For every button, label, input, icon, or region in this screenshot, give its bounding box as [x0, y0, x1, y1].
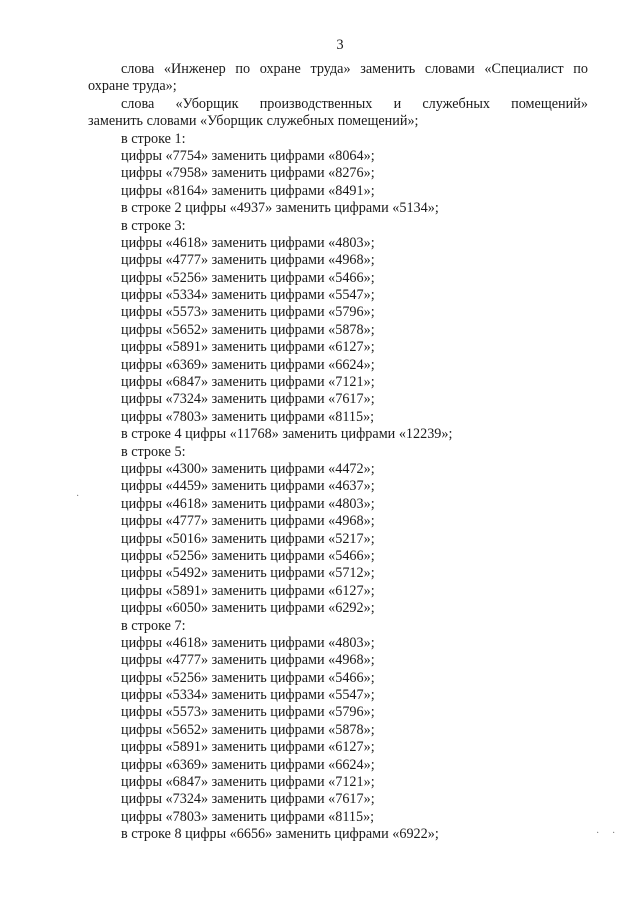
- amendment-line: в строке 1:: [121, 130, 186, 147]
- amendment-line: цифры «5492» заменить цифрами «5712»;: [121, 565, 375, 582]
- word: и: [393, 95, 402, 112]
- amendment-line: цифры «4459» заменить цифрами «4637»;: [121, 478, 375, 495]
- amendment-line: цифры «5652» заменить цифрами «5878»;: [121, 721, 375, 738]
- scan-speck: ·: [596, 828, 600, 839]
- amendment-line: цифры «5334» заменить цифрами «5547»;: [121, 687, 375, 704]
- amendment-line: цифры «5334» заменить цифрами «5547»;: [121, 287, 375, 304]
- scan-speck: ·: [612, 828, 616, 839]
- amendment-line: цифры «5256» заменить цифрами «5466»;: [121, 269, 375, 286]
- amendment-line: цифры «5891» заменить цифрами «6127»;: [121, 582, 375, 599]
- amendment-line: цифры «7754» заменить цифрами «8064»;: [121, 147, 375, 164]
- amendment-line: в строке 5:: [121, 443, 186, 460]
- intro-paragraphs: [88, 61, 588, 131]
- document-body: [88, 61, 588, 844]
- amendment-line: цифры «8164» заменить цифрами «8491»;: [121, 182, 375, 199]
- word: слова: [121, 61, 155, 77]
- amendment-line: цифры «4618» заменить цифрами «4803»;: [121, 634, 375, 651]
- amendment-line: цифры «7324» заменить цифрами «7617»;: [121, 791, 375, 808]
- word: по: [235, 61, 251, 77]
- word: «Специалист: [484, 61, 564, 77]
- amendment-line: цифры «4777» заменить цифрами «4968»;: [121, 252, 375, 269]
- amendment-line: цифры «5891» заменить цифрами «6127»;: [121, 339, 375, 356]
- amendment-line: цифры «6369» заменить цифрами «6624»;: [121, 356, 375, 373]
- amendment-line: цифры «5652» заменить цифрами «5878»;: [121, 321, 375, 338]
- word: «Уборщик: [175, 95, 239, 112]
- amendment-line: цифры «7324» заменить цифрами «7617»;: [121, 391, 375, 408]
- amendment-line: цифры «6847» заменить цифрами «7121»;: [121, 374, 375, 391]
- amendment-line: цифры «5573» заменить цифрами «5796»;: [121, 704, 375, 721]
- word: словами: [424, 61, 475, 77]
- page-number: 3: [336, 37, 344, 53]
- amendment-line: цифры «5256» заменить цифрами «5466»;: [121, 547, 375, 564]
- word: по: [573, 61, 588, 77]
- amendment-line: в строке 7:: [121, 617, 186, 634]
- amendment-list: [88, 131, 588, 844]
- amendment-line: цифры «7803» заменить цифрами «8115»;: [121, 808, 375, 825]
- amendment-line: цифры «5016» заменить цифрами «5217»;: [121, 530, 375, 547]
- word: слова: [121, 95, 155, 112]
- amendment-line: цифры «7803» заменить цифрами «8115»;: [121, 408, 375, 425]
- amendment-line: цифры «6050» заменить цифрами «6292»;: [121, 600, 375, 617]
- amendment-line: цифры «5573» заменить цифрами «5796»;: [121, 304, 375, 321]
- amendment-line: цифры «6369» заменить цифрами «6624»;: [121, 756, 375, 773]
- amendment-line: цифры «6847» заменить цифрами «7121»;: [121, 774, 375, 791]
- word: производственных: [259, 95, 373, 112]
- amendment-line: цифры «4618» заменить цифрами «4803»;: [121, 234, 375, 251]
- amendment-line: в строке 8 цифры «6656» заменить цифрами «6922»;: [121, 826, 439, 843]
- scan-speck: ·: [76, 491, 80, 502]
- word: охране: [259, 61, 301, 77]
- amendment-line: цифры «4618» заменить цифрами «4803»;: [121, 495, 375, 512]
- amendment-line: в строке 2 цифры «4937» заменить цифрами «5134»;: [121, 200, 439, 217]
- amendment-line: цифры «5891» заменить цифрами «6127»;: [121, 739, 375, 756]
- word: «Инженер: [163, 61, 226, 77]
- amendment-line: в строке 3:: [121, 217, 186, 234]
- amendment-line: цифры «4300» заменить цифрами «4472»;: [121, 460, 375, 477]
- amendment-line: в строке 4 цифры «11768» заменить цифрами «12239»;: [121, 426, 453, 443]
- paragraph-line: [88, 96, 588, 113]
- amendment-line: цифры «7958» заменить цифрами «8276»;: [121, 165, 375, 182]
- paragraph-line: заменить словами «Уборщик служебных помещений»;: [88, 113, 419, 130]
- word: помещений»: [511, 95, 588, 112]
- amendment-line: цифры «4777» заменить цифрами «4968»;: [121, 513, 375, 530]
- paragraph-line: [88, 61, 588, 78]
- word: служебных: [422, 95, 490, 112]
- amendment-line: цифры «5256» заменить цифрами «5466»;: [121, 669, 375, 686]
- paragraph-line: охране труда»;: [88, 78, 177, 95]
- amendment-line: цифры «4777» заменить цифрами «4968»;: [121, 652, 375, 669]
- word: заменить: [360, 61, 416, 77]
- word: труда»: [310, 61, 351, 77]
